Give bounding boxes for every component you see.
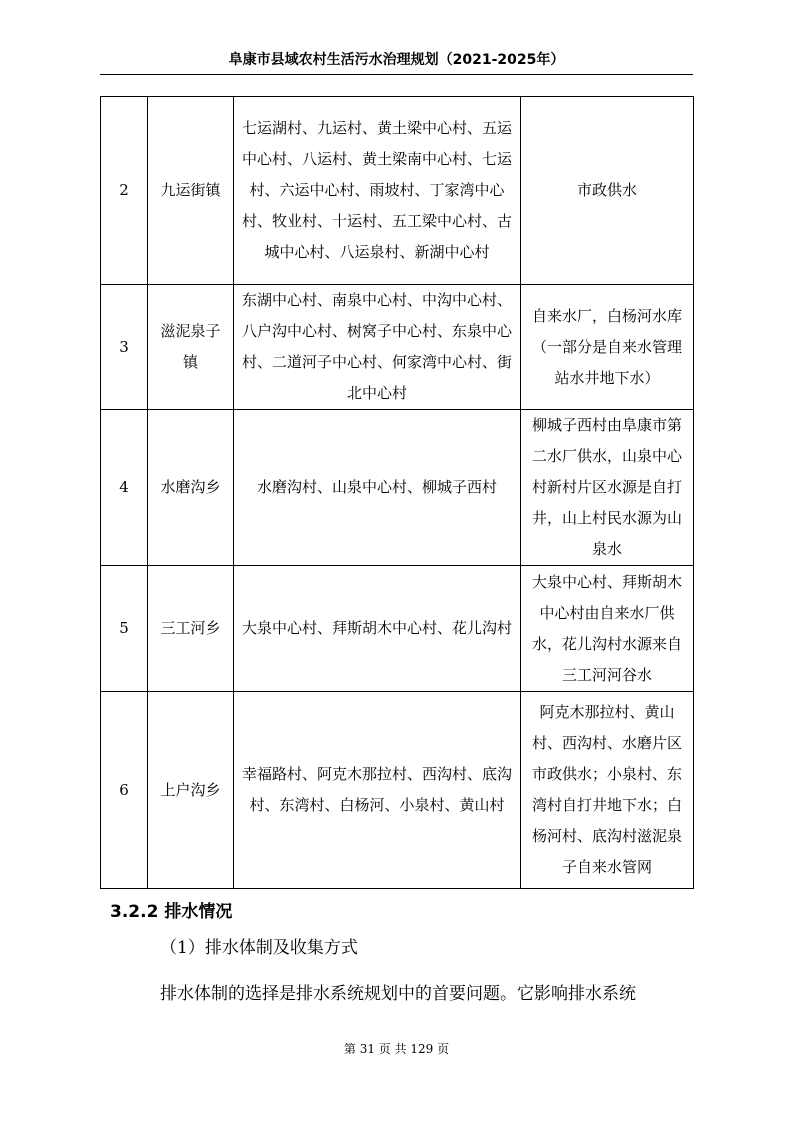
table-row	[101, 285, 694, 410]
village-list: 七运湖村、九运村、黄土梁中心村、五运中心村、八运村、黄土梁南中心村、七运村、六运中心村、雨坡村、丁家湾中心村、牧业村、十运村、五工梁中心村、古城中心村、八运泉村、新湖中心村	[234, 97, 521, 285]
section-heading: 3.2.2 排水情况	[110, 902, 233, 922]
page-header: 阜康市县域农村生活污水治理规划（2021-2025年）	[228, 52, 565, 68]
town-name: 滋泥泉子镇	[148, 285, 234, 410]
water-source: 自来水厂，白杨河水库（一部分是自来水管理站水井地下水）	[521, 285, 694, 410]
row-number: 5	[101, 566, 148, 692]
table-row	[101, 692, 694, 889]
village-list: 幸福路村、阿克木那拉村、西沟村、底沟村、东湾村、白杨河、小泉村、黄山村	[234, 692, 521, 889]
water-source: 大泉中心村、拜斯胡木中心村由自来水厂供水，花儿沟村水源来自三工河河谷水	[521, 566, 694, 692]
town-name: 三工河乡	[148, 566, 234, 692]
page-number: 第 31 页 共 129 页	[343, 1042, 450, 1056]
water-source: 市政供水	[521, 97, 694, 285]
village-list: 水磨沟村、山泉中心村、柳城子西村	[234, 410, 521, 566]
water-supply-table	[100, 96, 694, 889]
table-row	[101, 97, 694, 285]
table-row	[101, 566, 694, 692]
water-source: 阿克木那拉村、黄山村、西沟村、水磨片区市政供水；小泉村、东湾村自打井地下水；白杨河村、底沟村滋泥泉子自来水管网	[521, 692, 694, 889]
header-rule	[100, 74, 693, 75]
row-number: 2	[101, 97, 148, 285]
town-name: 上户沟乡	[148, 692, 234, 889]
water-source: 柳城子西村由阜康市第二水厂供水，山泉中心村新村片区水源是自打井，山上村民水源为山泉水	[521, 410, 694, 566]
row-number: 6	[101, 692, 148, 889]
village-list: 东湖中心村、南泉中心村、中沟中心村、八户沟中心村、树窝子中心村、东泉中心村、二道河子中心村、何家湾中心村、街北中心村	[234, 285, 521, 410]
row-number: 3	[101, 285, 148, 410]
village-list: 大泉中心村、拜斯胡木中心村、花儿沟村	[234, 566, 521, 692]
body-paragraph: 排水体制的选择是排水系统规划中的首要问题。它影响排水系统	[160, 984, 636, 1004]
town-name: 水磨沟乡	[148, 410, 234, 566]
subsection-heading: （1）排水体制及收集方式	[160, 938, 358, 958]
town-name: 九运街镇	[148, 97, 234, 285]
row-number: 4	[101, 410, 148, 566]
table-row	[101, 410, 694, 566]
